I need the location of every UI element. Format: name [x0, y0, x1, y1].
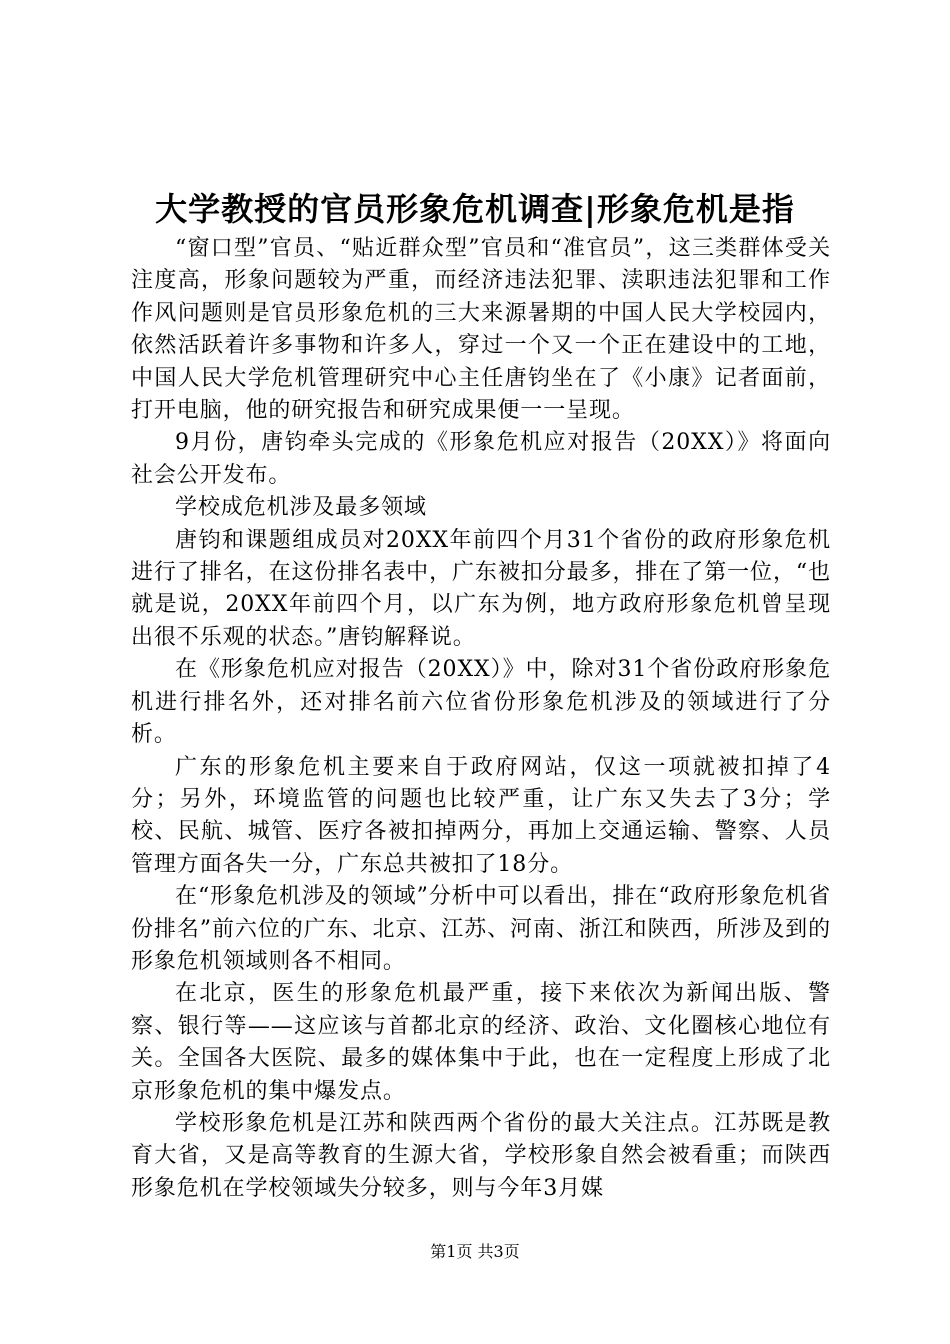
paragraph: 唐钧和课题组成员对20XX年前四个月31个省份的政府形象危机进行了排名，在这份排名表中，广东被扣分最多，排在了第一位，“也就是说，20XX年前四个月，以广东为例，地方政府形象危机曾呈现出很不乐观的状态。”唐钧解释说。 — [131, 527, 831, 650]
paragraph: 在《形象危机应对报告（20XX）》中，除对31个省份政府形象危机进行排名外，还对排名前六位省份形象危机涉及的领域进行了分析。 — [131, 657, 831, 748]
paragraph: 在北京，医生的形象危机最严重，接下来依次为新闻出版、警察、银行等——这应该与首都北京的经济、政治、文化圈核心地位有关。全国各大医院、最多的媒体集中于此，也在一定程度上形成了北京形象危机的集中爆发点。 — [131, 981, 831, 1104]
page-number-footer: 第1页 共3页 — [430, 1242, 520, 1261]
section-heading: 学校成危机涉及最多领域 — [175, 495, 427, 521]
paragraph: 9月份，唐钧牵头完成的《形象危机应对报告（20XX）》将面向社会公开发布。 — [131, 430, 831, 488]
paragraph: 在“形象危机涉及的领域”分析中可以看出，排在“政府形象危机省份排名”前六位的广东、北京、江苏、河南、浙江和陕西，所涉及到的形象危机领域则各不相同。 — [131, 884, 831, 974]
paragraph: “窗口型”官员、“贴近群众型”官员和“准官员”，这三类群体受关注度高，形象问题较为严重，而经济违法犯罪、渎职违法犯罪和工作作风问题则是官员形象危机的三大来源暑期的中国人民大学校园内，依然活跃着许多事物和许多人，穿过一个又一个正在建设中的工地，中国人民大学危机管理研究中心主任唐钧坐在了《小康》记者面前，打开电脑，他的研究报告和研究成果便一一呈现。 — [131, 236, 831, 424]
paragraph: 学校形象危机是江苏和陕西两个省份的最大关注点。江苏既是教育大省，又是高等教育的生源大省，学校形象自然会被看重；而陕西形象危机在学校领域失分较多，则与今年3月媒 — [131, 1110, 831, 1201]
paragraph: 广东的形象危机主要来自于政府网站，仅这一项就被扣掉了4分；另外，环境监管的问题也比较严重，让广东又失去了3分；学校、民航、城管、医疗各被扣掉两分，再加上交通运输、警察、人员管理方面各失一分，广东总共被扣了18分。 — [131, 754, 831, 877]
document-title: 大学教授的官员形象危机调查|形象危机是指 — [155, 190, 795, 228]
document-body — [131, 233, 831, 1205]
